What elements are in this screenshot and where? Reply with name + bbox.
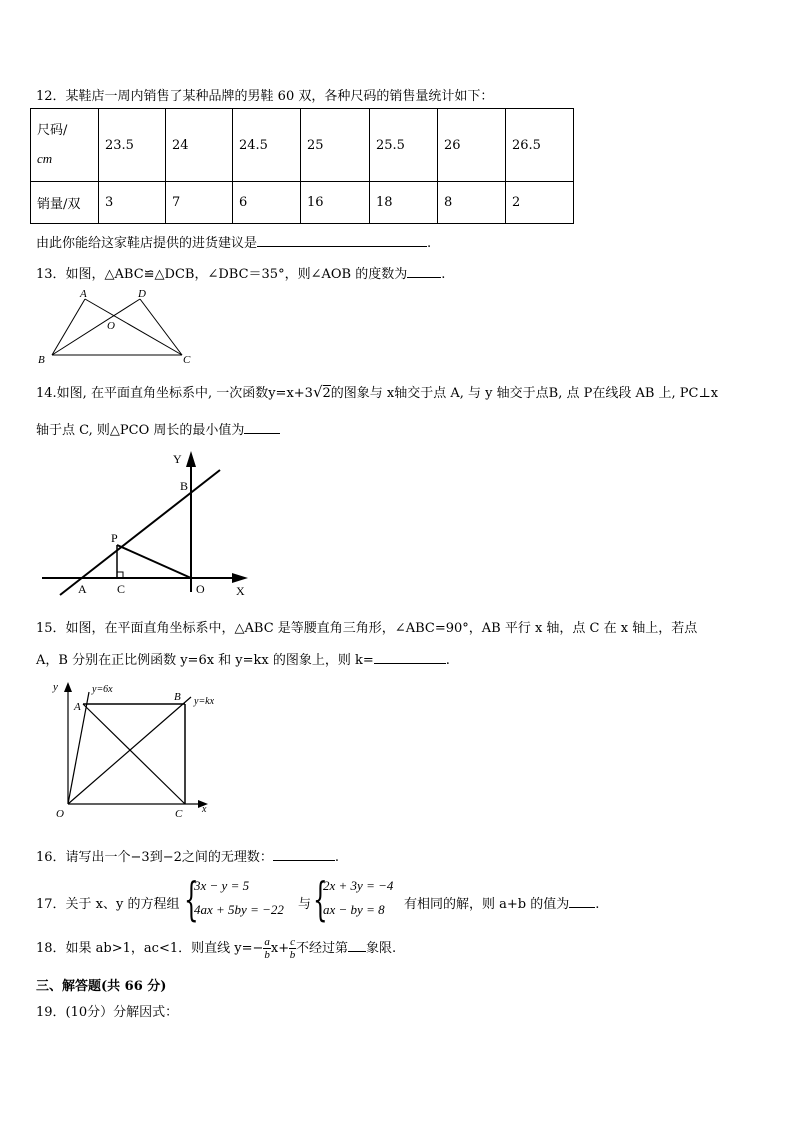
size-cell: 26 <box>438 109 506 182</box>
shoe-size-table <box>30 108 574 224</box>
size-header-label: 尺码/ <box>37 122 68 138</box>
size-header-unit: cm <box>37 150 53 166</box>
frac1-den: b <box>264 949 270 961</box>
q18-mid: x+ <box>270 941 290 956</box>
answer-blank <box>374 651 446 664</box>
segment-ba <box>52 299 85 355</box>
q12-suggestion-text: 由此你能给这家鞋店提供的进货建议是 <box>36 236 258 251</box>
segment-bd <box>52 299 140 355</box>
label-c: C <box>175 808 183 820</box>
sys1-eq1: 3x − y = 5 <box>194 878 250 893</box>
q12-suggestion <box>36 232 431 251</box>
q18-suffix-a: 不经过第 <box>296 941 349 956</box>
q16-stem <box>36 846 339 865</box>
sales-cell: 6 <box>233 182 301 224</box>
sys1-eq2: 4ax + 5by = −22 <box>194 902 284 917</box>
q15-line1: 15．如图，在平面直角坐标系中，△ABC 是等腰直角三角形，∠ABC=90°，AB 平行 x 轴，点 C 在 x 轴上，若点 <box>36 621 698 636</box>
q14-figure <box>40 447 260 597</box>
q15-line2-text: A，B 分别在正比例函数 y=6x 和 y=kx 的图象上，则 k= <box>36 653 374 668</box>
sales-cell: 18 <box>370 182 438 224</box>
q12-stem: 12．某鞋店一周内销售了某种品牌的男鞋 60 双，各种尺码的销售量统计如下： <box>36 89 494 104</box>
sales-cell: 2 <box>506 182 574 224</box>
q18-suffix-b: 象限. <box>366 941 397 956</box>
label-b: B <box>180 479 189 493</box>
label-y6x: y=6x <box>92 684 113 695</box>
sys2-eq2: ax − by = 8 <box>323 902 385 917</box>
label-b: B <box>174 691 181 703</box>
q18-stem <box>36 936 396 961</box>
sales-cell: 3 <box>99 182 166 224</box>
q17-suffix-end: . <box>595 897 600 912</box>
q13-stem-end: . <box>441 267 446 282</box>
frac1-num: a <box>264 936 270 948</box>
q14-line1-a: 14.如图, 在平面直角坐标系中, 一次函数y=x+3 <box>36 386 313 401</box>
fraction-a-over-b <box>263 936 271 961</box>
brace-system-1: { <box>184 872 199 926</box>
label-c: C <box>117 582 126 596</box>
q16-stem-end: . <box>334 850 340 865</box>
size-cell: 24 <box>166 109 233 182</box>
answer-blank <box>273 848 335 861</box>
q17-mid: 与 <box>298 897 312 912</box>
section-title: 三、解答题(共 66 分) <box>36 979 167 994</box>
label-p: P <box>111 531 118 545</box>
q18-prefix: 18．如果 ab>1，ac<1．则直线 y=− <box>36 941 264 956</box>
label-d: D <box>138 288 146 300</box>
fraction-c-over-b <box>289 936 296 961</box>
q12-suggestion-end: . <box>427 236 432 251</box>
q15-figure <box>48 676 228 821</box>
size-cell: 25.5 <box>370 109 438 182</box>
size-cell: 26.5 <box>506 109 574 182</box>
q15-line2-end: . <box>445 653 450 668</box>
label-o: O <box>107 320 115 332</box>
sqrt-arg: 2 <box>322 386 331 401</box>
label-o: O <box>196 582 205 596</box>
label-a: A <box>74 701 81 713</box>
sales-header-cell: 销量/双 <box>31 182 99 224</box>
q19-stem: 19．(10分）分解因式： <box>36 1005 179 1020</box>
label-b: B <box>38 354 45 365</box>
answer-blank <box>348 939 366 952</box>
sales-cell: 8 <box>438 182 506 224</box>
label-ykx: y=kx <box>194 696 215 707</box>
q13-stem <box>36 263 445 282</box>
q14-line1 <box>36 382 718 401</box>
answer-blank <box>569 895 595 908</box>
size-cell: 23.5 <box>99 109 166 182</box>
label-a: A <box>80 288 87 300</box>
label-y: Y <box>173 452 182 466</box>
sales-cell: 7 <box>166 182 233 224</box>
q14-line1-b: 的图象与 x轴交于点 A, 与 y 轴交于点B, 点 P在线段 AB 上, PC⊥x <box>330 386 719 401</box>
line-ykx <box>68 697 191 804</box>
label-x: X <box>236 584 245 597</box>
label-o: O <box>56 808 64 820</box>
q17-prefix: 17．关于 x、y 的方程组 <box>36 897 180 912</box>
x-axis-arrow <box>232 573 248 583</box>
q17-suffix-text: 有相同的解，则 a+b 的值为 <box>404 897 570 912</box>
q16-stem-text: 16．请写出一个−3到−2之间的无理数： <box>36 850 273 865</box>
q15-line2 <box>36 649 450 668</box>
y-axis-arrow <box>186 451 196 467</box>
sys2-eq1: 2x + 3y = −4 <box>323 878 394 893</box>
label-x-axis: x <box>202 804 207 815</box>
label-c: C <box>183 354 191 365</box>
segment-ac <box>85 299 182 355</box>
segment-ac <box>83 704 185 804</box>
q17-suffix <box>404 893 599 912</box>
brace-system-2: { <box>313 872 328 926</box>
segment-po <box>117 545 191 578</box>
q13-figure <box>30 285 200 365</box>
line-ab <box>60 470 220 595</box>
sales-cell: 16 <box>301 182 370 224</box>
size-header-cell <box>31 109 99 182</box>
q13-stem-text: 13．如图，△ABC≌△DCB，∠DBC＝35°，则∠AOB 的度数为 <box>36 267 408 282</box>
q14-line2-text: 轴于点 C, 则△PCO 周长的最小值为 <box>36 423 245 438</box>
answer-blank <box>244 421 280 434</box>
segment-dc <box>140 299 182 355</box>
sqrt-symbol: √ <box>312 383 323 401</box>
y-axis-arrow <box>64 682 72 692</box>
size-cell: 24.5 <box>233 109 301 182</box>
size-cell: 25 <box>301 109 370 182</box>
frac2-num: c <box>290 936 295 948</box>
answer-blank <box>407 265 441 278</box>
q14-line2 <box>36 419 280 438</box>
label-y-axis: y <box>53 681 58 693</box>
answer-blank <box>257 234 427 247</box>
label-a: A <box>78 582 87 596</box>
frac2-den: b <box>289 949 296 961</box>
